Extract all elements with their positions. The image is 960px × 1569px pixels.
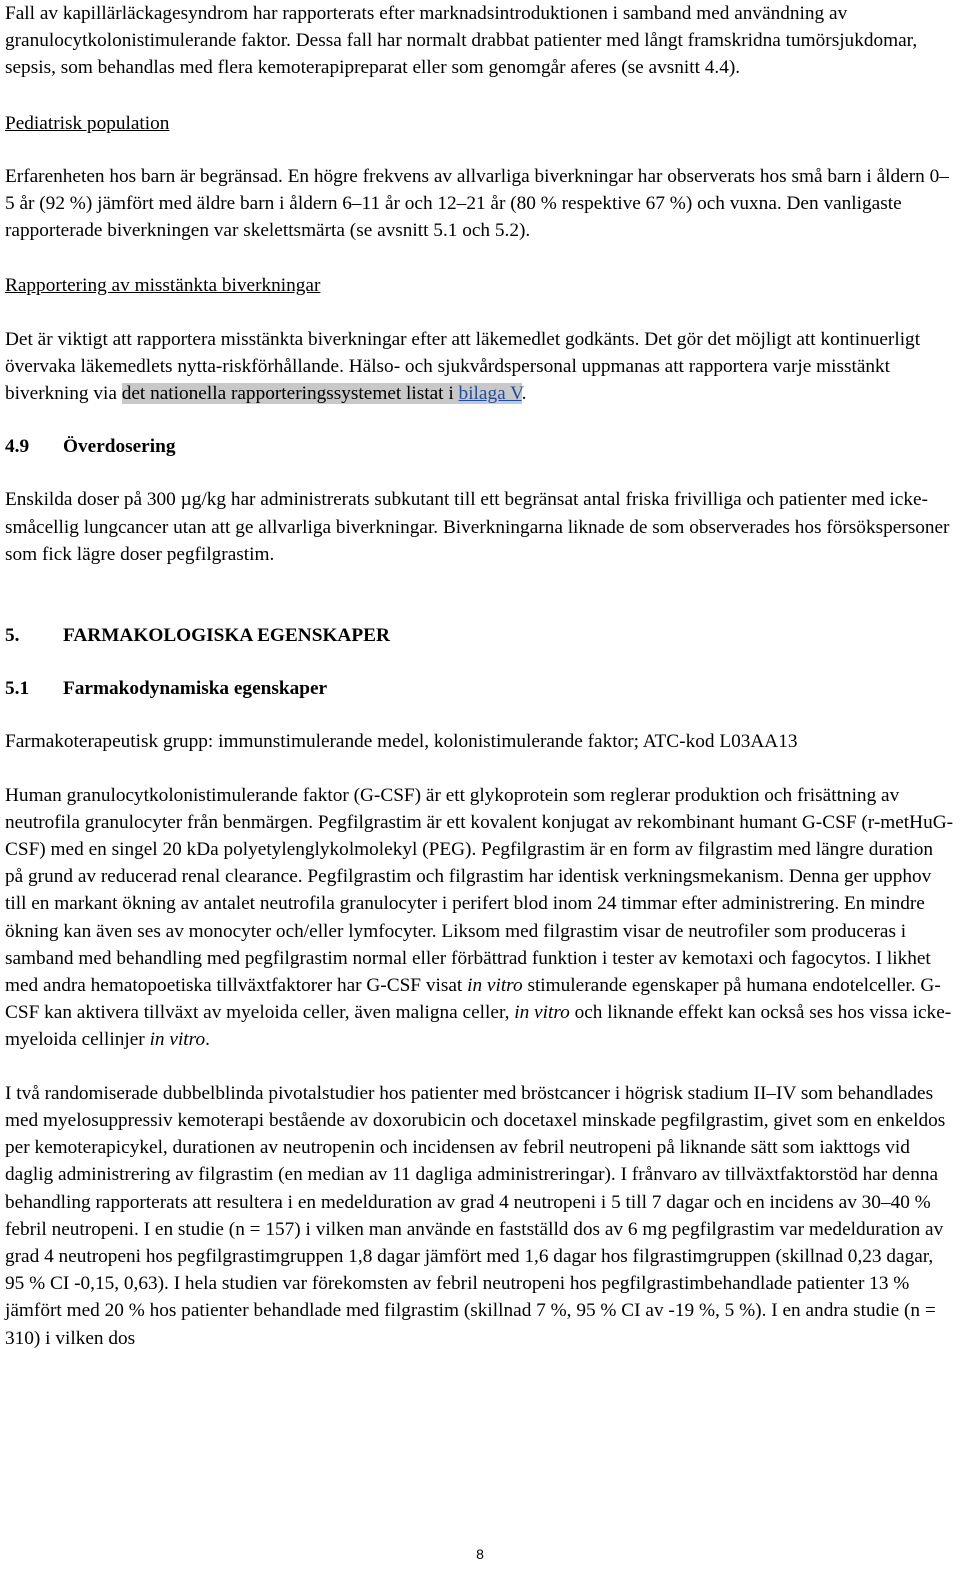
section-4-9-number: 4.9 — [5, 436, 30, 458]
reporting-system-highlight — [122, 383, 522, 404]
pediatric-heading: Pediatrisk population — [5, 112, 170, 134]
section-5-1-title: Farmakodynamiska egenskaper — [63, 678, 328, 700]
gcsf-text-4: . — [205, 1029, 210, 1051]
page-number: 8 — [476, 1546, 484, 1562]
section-4-9-heading — [5, 433, 955, 460]
section-5-heading — [5, 622, 955, 649]
section-5-1-number: 5.1 — [5, 678, 30, 700]
section-5-title: FARMAKOLOGISKA EGENSKAPER — [63, 625, 390, 647]
reporting-system-text: det nationella rapporteringssystemet listat i — [121, 383, 459, 405]
overdose-paragraph: Enskilda doser på 300 µg/kg har administrerats subkutant till ett begränsat antal friska frivilliga och patienter med icke-småcellig lungcancer utan att ge allvarliga biverkningar. Biverkningarna liknade de som observerades hos försökspersoner som fick lägre doser pegfilgrastim. — [5, 489, 950, 565]
gcsf-mechanism-paragraph — [5, 782, 955, 1054]
section-5-1-heading — [5, 675, 955, 702]
gcsf-text-3: och liknande effekt kan också ses hos vissa icke-myeloida cellinjer — [5, 1002, 952, 1051]
in-vitro-term: in vitro — [149, 1029, 206, 1051]
reporting-end: . — [521, 383, 527, 405]
clinical-studies-paragraph: I två randomiserade dubbelblinda pivotalstudier hos patienter med bröstcancer i högrisk stadium II–IV som behandlades med myelosuppressiv kemoterapi bestående av doxorubicin och docetaxel minskade pegfilgrastim, givet som en enkeldos per kemoterapicykel, durationen av neutropenin och incidensen av febril neutropeni på liknande sätt som iakttogs vid daglig administrering av filgrastim (en median av 11 dagliga administreringar). I frånvaro av tillväxtfaktorstöd har denna behandling rapporterats att resultera i en medelduration av grad 4 neutropeni i 5 till 7 dagar och en incidens av 30–40 % febril neutropeni. I en studie (n = 157) i vilken man använde en fastställd dos av 6 mg pegfilgrastim var medelduration av grad 4 neutropeni hos pegfilgrastimgruppen 1,8 dagar jämfört med 1,6 dagar hos filgrastimgruppen (skillnad 0,23 dagar, 95 % CI -0,15, 0,63). I hela studien var förekomsten av febril neutropeni hos pegfilgrastimbehandlade patienter 13 % jämfört med 20 % hos patienter behandlade med filgrastim (skillnad 7 %, 95 % CI av -19 %, 5 %). I en andra studie (n = 310) i vilken dos — [5, 1082, 946, 1349]
document-page — [5, 0, 955, 1352]
reporting-paragraph — [5, 326, 955, 408]
section-5-number: 5. — [5, 625, 20, 647]
in-vitro-term: in vitro — [514, 1002, 570, 1024]
capillary-leak-paragraph: Fall av kapillärläckagesyndrom har rapporterats efter marknadsintroduktionen i samband med användning av granulocytkolonistimulerande faktor. Dessa fall har normalt drabbat patienter med långt framskridna tumörsjukdomar, sepsis, som behandlas med flera kemoterapipreparat eller som genomgår aferes (se avsnitt 4.4). — [5, 3, 918, 79]
reporting-heading: Rapportering av misstänkta biverkningar — [5, 275, 321, 297]
gcsf-text-1: Human granulocytkolonistimulerande faktor (G-CSF) är ett glykoprotein som reglerar produktion och frisättning av neutrofila granulocyter från benmärgen. Pegfilgrastim är ett kovalent konjugat av rekombinant humant G-CSF (r-metHuG-CSF) med en singel 20 kDa polyetylenglykolmolekyl (PEG). Pegfilgrastim är en form av filgrastim med längre duration på grund av reducerad renal clearance. Pegfilgrastim och filgrastim har identisk verkningsmekanism. Denna ger upphov till en markant ökning av antalet neutrofila granulocyter i perifert blod inom 24 timmar efter administrering. En mindre ökning kan även ses av monocyter och/eller lymfocyter. Liksom med filgrastim visar de neutrofiler som produceras i samband med behandling med pegfilgrastim normal eller förbättrad funktion i tester av kemotaxi och fagocytos. I likhet med andra hematopoetiska tillväxtfaktorer har G-CSF visat — [5, 784, 954, 997]
section-4-9-title: Överdosering — [63, 436, 176, 458]
pharmacotherapeutic-group-paragraph: Farmakoterapeutisk grupp: immunstimulerande medel, kolonistimulerande faktor; ATC-kod L03AA13 — [5, 731, 798, 753]
pediatric-paragraph: Erfarenheten hos barn är begränsad. En högre frekvens av allvarliga biverkningar har observerats hos små barn i åldern 0–5 år (92 %) jämfört med äldre barn i åldern 6–11 år och 12–21 år (80 % respektive 67 %) och vuxna. Den vanligaste rapporterade biverkningen var skelettsmärta (se avsnitt 5.1 och 5.2). — [5, 165, 949, 242]
gcsf-text-2: stimulerande egenskaper på humana endotelceller. G-CSF kan aktivera tillväxt av myeloida celler, även maligna celler, — [5, 975, 941, 1024]
reporting-text: Det är viktigt att rapportera misstänkta biverkningar efter att läkemedlet godkänts. Det gör det möjligt att kontinuerligt övervaka läkemedlets nytta-riskförhållande. Hälso- och sjukvårdspersonal uppmanas att rapportera varje misstänkt biverkning via — [5, 328, 921, 405]
in-vitro-term: in vitro — [467, 975, 523, 997]
appendix-v-link[interactable]: bilaga V — [458, 383, 522, 405]
